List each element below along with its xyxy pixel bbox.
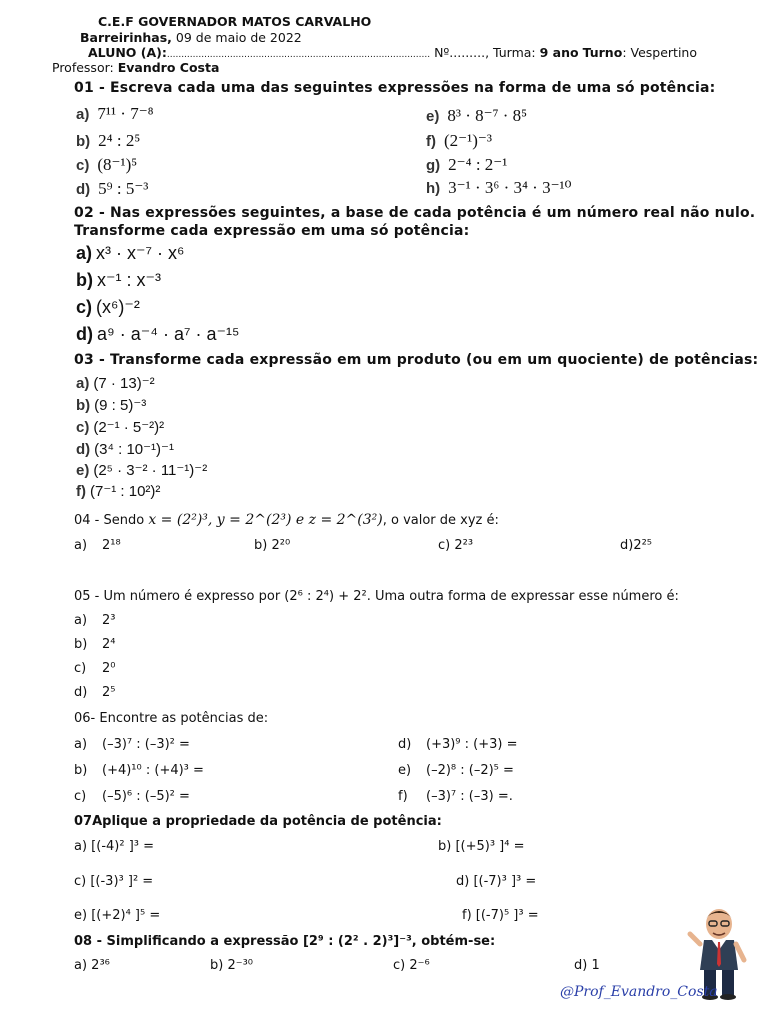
q01-item-b: b) 2⁴ : 2⁵ bbox=[76, 131, 141, 150]
q06-item-c: c) (–5)⁶ : (–5)² = bbox=[74, 789, 190, 804]
q04-option-b: b) 2²⁰ bbox=[254, 538, 291, 553]
q01-item-g: g) 2⁻⁴ : 2⁻¹ bbox=[426, 155, 508, 174]
q07-item-d: d) [(-7)³ ]³ = bbox=[456, 874, 537, 889]
q02-item-a: a) x³ · x⁻⁷ · x⁶ bbox=[76, 243, 185, 263]
q02-title-line1: 02 - Nas expressões seguintes, a base de cada potência é um número real não nulo. bbox=[74, 205, 756, 221]
q06-item-e: e) (–2)⁸ : (–2)⁵ = bbox=[398, 763, 514, 778]
q06-item-d: d) (+3)⁹ : (+3) = bbox=[398, 737, 518, 752]
q05-statement: 05 - Um número é expresso por (2⁶ : 2⁴) + 2². Uma outra forma de expressar esse número é: bbox=[74, 589, 679, 604]
q03-item-b: b) (9 : 5)⁻³ bbox=[76, 397, 147, 414]
number-field: Nº........., bbox=[430, 45, 490, 60]
q07-item-c: c) [(-3)³ ]² = bbox=[74, 874, 154, 889]
q02-title-line2: Transforme cada expressão em uma só potência: bbox=[74, 223, 470, 239]
q05-option-c: c) 2⁰ bbox=[74, 661, 116, 676]
q06-title: 06- Encontre as potências de: bbox=[74, 711, 269, 726]
city: Barreirinhas, bbox=[80, 30, 172, 45]
q01-item-c: c) (8⁻¹)⁵ bbox=[76, 155, 138, 174]
q08-title: 08 - Simplificando a expressão [2⁹ : (2² . 2)³]⁻³, obtém-se: bbox=[74, 934, 496, 949]
class-label: Turma: bbox=[489, 45, 540, 60]
q03-item-c: c) (2⁻¹ · 5⁻²)² bbox=[76, 419, 165, 436]
student-label: ALUNO (A): bbox=[88, 45, 167, 60]
q03-item-a: a) (7 · 13)⁻² bbox=[76, 375, 155, 392]
q08-option-a: a) 2³⁶ bbox=[74, 958, 110, 973]
q05-option-d: d) 2⁵ bbox=[74, 685, 116, 700]
teacher-label: Professor: bbox=[52, 60, 118, 75]
shift-value: : Vespertino bbox=[622, 45, 697, 60]
student-line bbox=[88, 45, 697, 60]
q04-option-a: a) 2¹⁸ bbox=[74, 538, 121, 553]
shift-label: Turno bbox=[582, 45, 623, 60]
q02-item-d: d) a⁹ · a⁻⁴ · a⁷ · a⁻¹⁵ bbox=[76, 324, 240, 344]
q05-option-b: b) 2⁴ bbox=[74, 637, 116, 652]
q03-item-f: f) (7⁻¹ : 10²)² bbox=[76, 483, 161, 500]
q01-item-h: h) 3⁻¹ · 3⁶ · 3⁴ · 3⁻¹⁰ bbox=[426, 178, 572, 197]
q06-item-f: f) (–3)⁷ : (–3) =. bbox=[398, 789, 513, 804]
class-value: 9 ano bbox=[539, 45, 579, 60]
q08-option-c: c) 2⁻⁶ bbox=[393, 958, 430, 973]
q07-item-e: e) [(+2)⁴ ]⁵ = bbox=[74, 908, 161, 923]
q01-title: 01 - Escreva cada uma das seguintes expressões na forma de uma só potência: bbox=[74, 80, 716, 96]
student-name-blank: ............................................................................................ bbox=[166, 50, 431, 60]
q01-item-a: a) 7¹¹ · 7⁻⁸ bbox=[76, 104, 154, 123]
q08-option-d: d) 1 bbox=[574, 958, 600, 973]
date-line bbox=[80, 30, 302, 45]
q03-item-d: d) (3⁴ : 10⁻¹)⁻¹ bbox=[76, 441, 174, 458]
teacher-name: Evandro Costa bbox=[117, 60, 220, 75]
author-signature: @Prof_Evandro_Costa bbox=[560, 984, 718, 1000]
q06-item-a: a) (–3)⁷ : (–3)² = bbox=[74, 737, 190, 752]
q01-item-e: e) 8³ · 8⁻⁷ · 8⁵ bbox=[426, 106, 528, 125]
q02-item-c: c) (x⁶)⁻² bbox=[76, 297, 140, 317]
school-name: C.E.F GOVERNADOR MATOS CARVALHO bbox=[98, 14, 372, 29]
q04-formula: x = (2²)³, y = 2^(2³) e z = 2^(3²) bbox=[148, 512, 383, 528]
q08-option-b: b) 2⁻³⁰ bbox=[210, 958, 254, 973]
q07-item-b: b) [(+5)³ ]⁴ = bbox=[438, 839, 525, 854]
q02-item-b: b) x⁻¹ : x⁻³ bbox=[76, 270, 161, 290]
q07-item-a: a) [(-4)² ]³ = bbox=[74, 839, 154, 854]
date: 09 de maio de 2022 bbox=[171, 30, 302, 45]
teacher-line bbox=[52, 60, 219, 75]
q03-title: 03 - Transforme cada expressão em um produto (ou em um quociente) de potências: bbox=[74, 352, 759, 368]
q06-item-b: b) (+4)¹⁰ : (+4)³ = bbox=[74, 763, 204, 778]
q04-option-c: c) 2²³ bbox=[438, 538, 474, 553]
q07-item-f: f) [(-7)⁵ ]³ = bbox=[462, 908, 539, 923]
q03-item-e: e) (2⁵ · 3⁻² · 11⁻¹)⁻² bbox=[76, 462, 208, 479]
q04-statement: 04 - Sendo x = (2²)³, y = 2^(2³) e z = 2^(3²), o valor de xyz é: bbox=[74, 512, 499, 528]
q05-option-a: a) 2³ bbox=[74, 613, 116, 628]
q04-option-d: d)2²⁵ bbox=[620, 538, 653, 553]
q01-item-d: d) 5⁹ : 5⁻³ bbox=[76, 179, 149, 198]
q01-item-f: f) (2⁻¹)⁻³ bbox=[426, 131, 492, 150]
q07-title: 07Aplique a propriedade da potência de potência: bbox=[74, 814, 442, 829]
